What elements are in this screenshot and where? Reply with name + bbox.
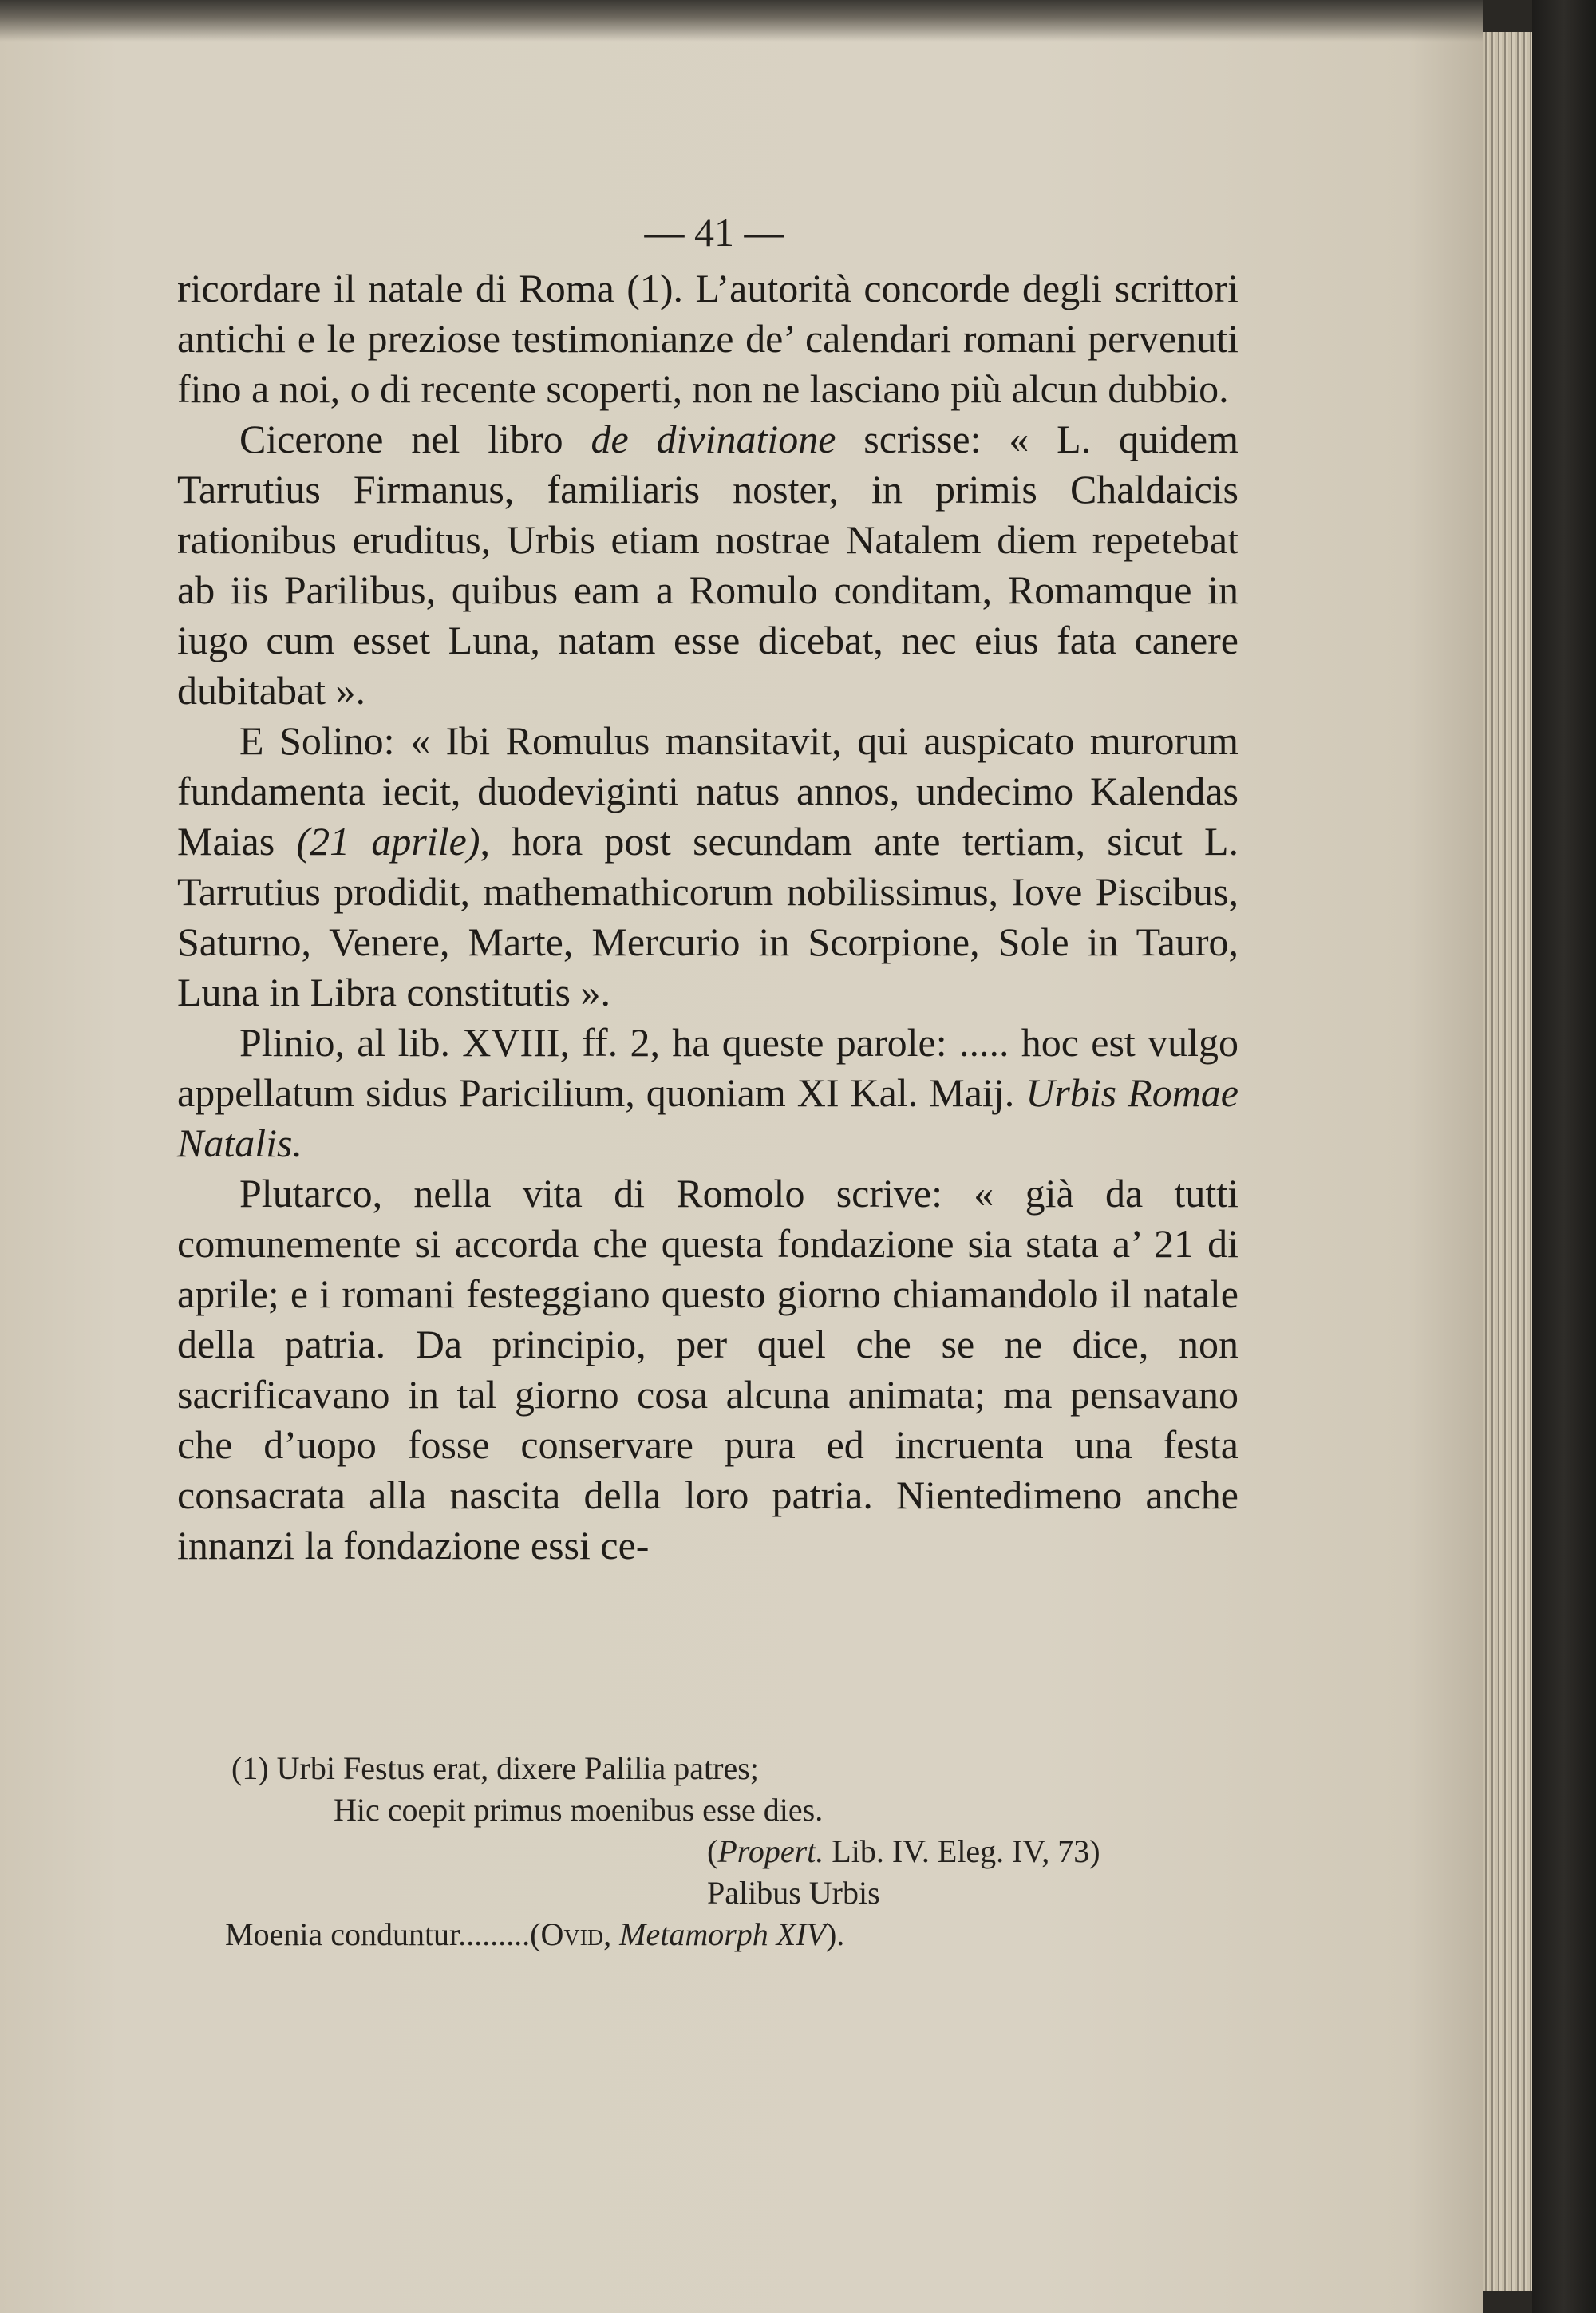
italic-title: de divinatione	[591, 417, 836, 461]
main-text	[177, 263, 1238, 1571]
book-cover	[1532, 0, 1596, 2313]
footnote	[225, 1748, 1245, 1955]
paragraph-2: Cicerone nel libro de divinatione scrisse: « L. quidem Tarrutius Firmanus, familiaris noster, in primis Chaldaicis rationibus eruditus, Urbis etiam nostrae Natalem diem repetebat ab iis Parilibus, quibus eam a Romulo conditam, Romamque in iugo cum esset Luna, natam esse dicebat, nec eius fata canere dubitabat ».	[177, 417, 1238, 713]
footnote-line-4: Palibus Urbis	[707, 1875, 880, 1911]
italic-phrase: Urbis Romae Natalis.	[177, 1070, 1238, 1165]
page-edges	[1483, 32, 1532, 2291]
italic-date: (21 aprile)	[296, 819, 480, 864]
paragraph-4: Plinio, al lib. XVIII, ff. 2, ha queste parole: ..... hoc est vulgo appellatum sidus Paricilium, quoniam XI Kal. Maij. Urbis Romae Natalis.	[177, 1020, 1238, 1165]
paragraph-5: Plutarco, nella vita di Romolo scrive: « già da tutti comunemente si accorda che questa fondazione sia stata a’ 21 di aprile; e i romani festeggiano questo giorno chiamandolo il natale della patria. Da principio, per quel che se ne dice, non sacrificavano in tal giorno cosa alcuna animata; ma pensavano che d’uopo fosse conservare pura ed incruenta una festa consacrata alla nascita della loro patria. Nientedimeno anche innanzi la fondazione essi ce-	[177, 1171, 1238, 1568]
footnote-line-5: Moenia conduntur.........(Ovid, Metamorph XIV).	[225, 1916, 845, 1952]
paragraph-3: E Solino: « Ibi Romulus mansitavit, qui auspicato murorum fundamenta iecit, duodeviginti natus annos, undecimo Kalendas Maias (21 aprile), hora post secundam ante tertiam, sicut L. Tarrutius prodidit, mathemathicorum nobilissimus, Iove Piscibus, Saturno, Venere, Marte, Mercurio in Scorpione, Sole in Tauro, Luna in Libra constitutis ».	[177, 718, 1238, 1014]
page-number: — 41 —	[644, 210, 784, 255]
paragraph-1: ricordare il natale di Roma (1). L’autorità concorde degli scrittori antichi e le preziose testimonianze de’ calendari romani pervenuti fino a noi, o di recente scoperti, non ne lasciano più alcun dubbio.	[177, 266, 1238, 411]
page-top-shadow	[0, 0, 1483, 42]
footnote-line-1: (1) Urbi Festus erat, dixere Palilia patres;	[231, 1750, 759, 1786]
footnote-citation: (Propert. Lib. IV. Eleg. IV, 73)	[707, 1833, 1100, 1869]
footnote-line-2: Hic coepit primus moenibus esse dies.	[334, 1792, 824, 1828]
